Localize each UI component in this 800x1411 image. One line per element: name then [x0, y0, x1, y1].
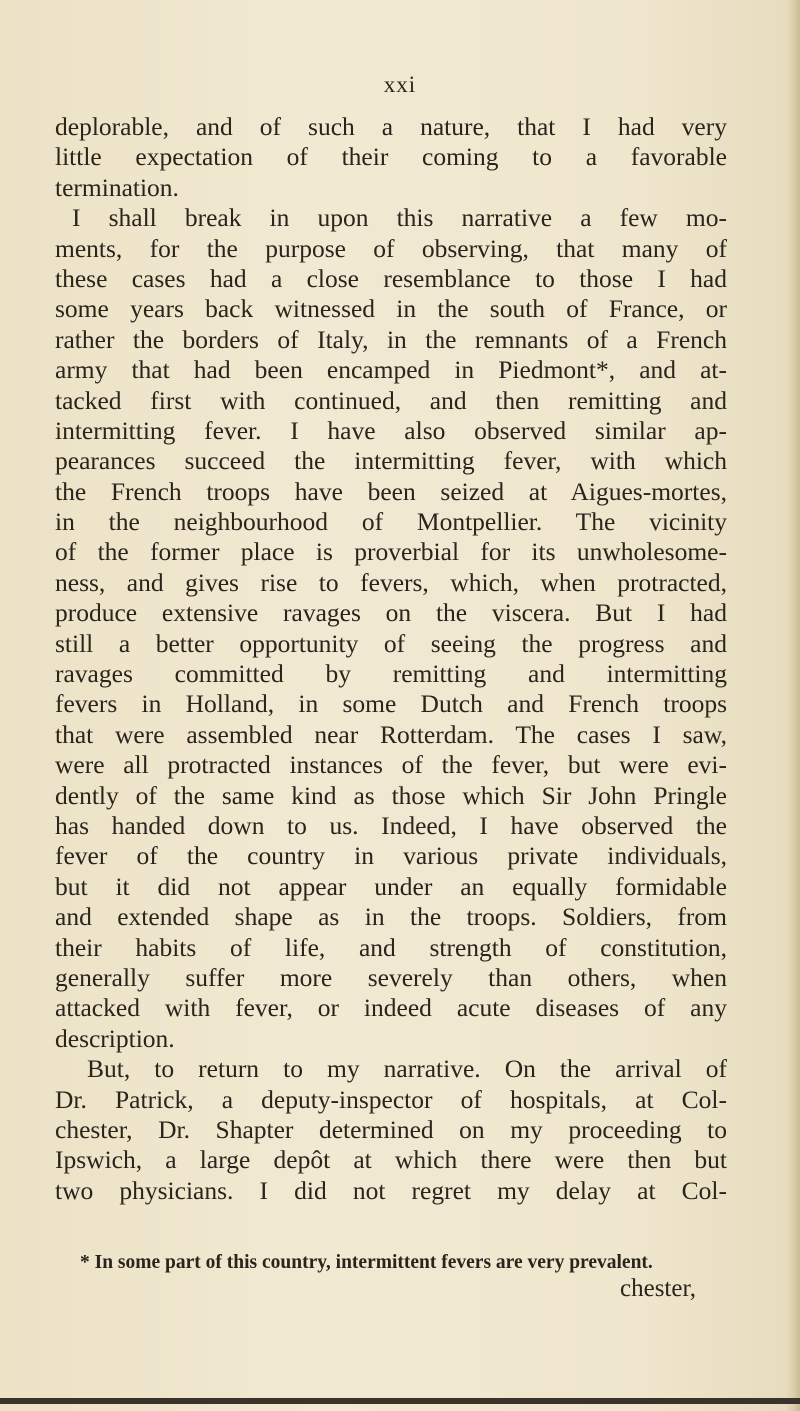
page-bottom-edge [0, 1398, 800, 1404]
text-line: that were assembled near Rotterdam. The cases I saw, [55, 719, 727, 749]
text-line: these cases had a close resemblance to those I had [55, 263, 727, 293]
text-line: generally suffer more severely than others, when [55, 962, 727, 992]
text-line: pearances succeed the intermitting fever, with which [55, 446, 727, 476]
text-line: chester, Dr. Shapter determined on my proceeding to [55, 1114, 727, 1144]
text-line: of the former place is proverbial for its unwholesome- [55, 537, 727, 567]
text-line: Ipswich, a large depôt at which there were then but [55, 1145, 727, 1175]
text-line: army that had been encamped in Piedmont*, and at- [55, 355, 727, 385]
text-line: intermitting fever. I have also observed similar ap- [55, 415, 727, 445]
text-line: fevers in Holland, in some Dutch and French troops [55, 689, 727, 719]
text-line: ravages committed by remitting and intermitting [55, 659, 727, 689]
text-line: the French troops have been seized at Aigues-mortes, [55, 476, 727, 506]
text-line: were all protracted instances of the fever, but were evi- [55, 750, 727, 780]
text-line: two physicians. I did not regret my delay at Col- [55, 1175, 727, 1205]
text-line: I shall break in upon this narrative a few mo- [72, 203, 727, 233]
page-number-header: xxi [383, 72, 417, 97]
footnote: * In some part of this country, intermittent fevers are very prevalent. [80, 1252, 653, 1273]
catchword: chester, [620, 1275, 697, 1302]
text-line: tacked first with continued, and then remitting and [55, 385, 727, 415]
text-line: fever of the country in various private individuals, [55, 841, 727, 871]
text-line: ments, for the purpose of observing, that many of [55, 233, 727, 263]
page-edge-shadow [786, 0, 800, 1411]
text-line: produce extensive ravages on the viscera. But I had [55, 598, 727, 628]
text-line: description. [55, 1023, 175, 1053]
text-line: Dr. Patrick, a deputy-inspector of hospitals, at Col- [55, 1084, 727, 1114]
text-line: dently of the same kind as those which Sir John Pringle [55, 780, 727, 810]
text-line: little expectation of their coming to a favorable [55, 142, 727, 172]
text-line: deplorable, and of such a nature, that I had very [55, 112, 727, 141]
text-line: But, to return to my narrative. On the arrival of [87, 1054, 727, 1084]
text-line: still a better opportunity of seeing the progress and [55, 628, 727, 658]
text-line: has handed down to us. Indeed, I have observed the [55, 810, 727, 840]
text-line: their habits of life, and strength of constitution, [55, 932, 727, 962]
text-line: and extended shape as in the troops. Soldiers, from [55, 902, 727, 932]
text-line: but it did not appear under an equally formidable [55, 871, 727, 901]
text-line: termination. [55, 172, 179, 202]
text-line: attacked with fever, or indeed acute diseases of any [55, 993, 727, 1023]
body-text [55, 112, 727, 1206]
text-line: rather the borders of Italy, in the remnants of a French [55, 324, 727, 354]
text-line: some years back witnessed in the south of France, or [55, 294, 727, 324]
text-line: ness, and gives rise to fevers, which, when protracted, [55, 567, 727, 597]
text-line: in the neighbourhood of Montpellier. The vicinity [55, 507, 727, 537]
